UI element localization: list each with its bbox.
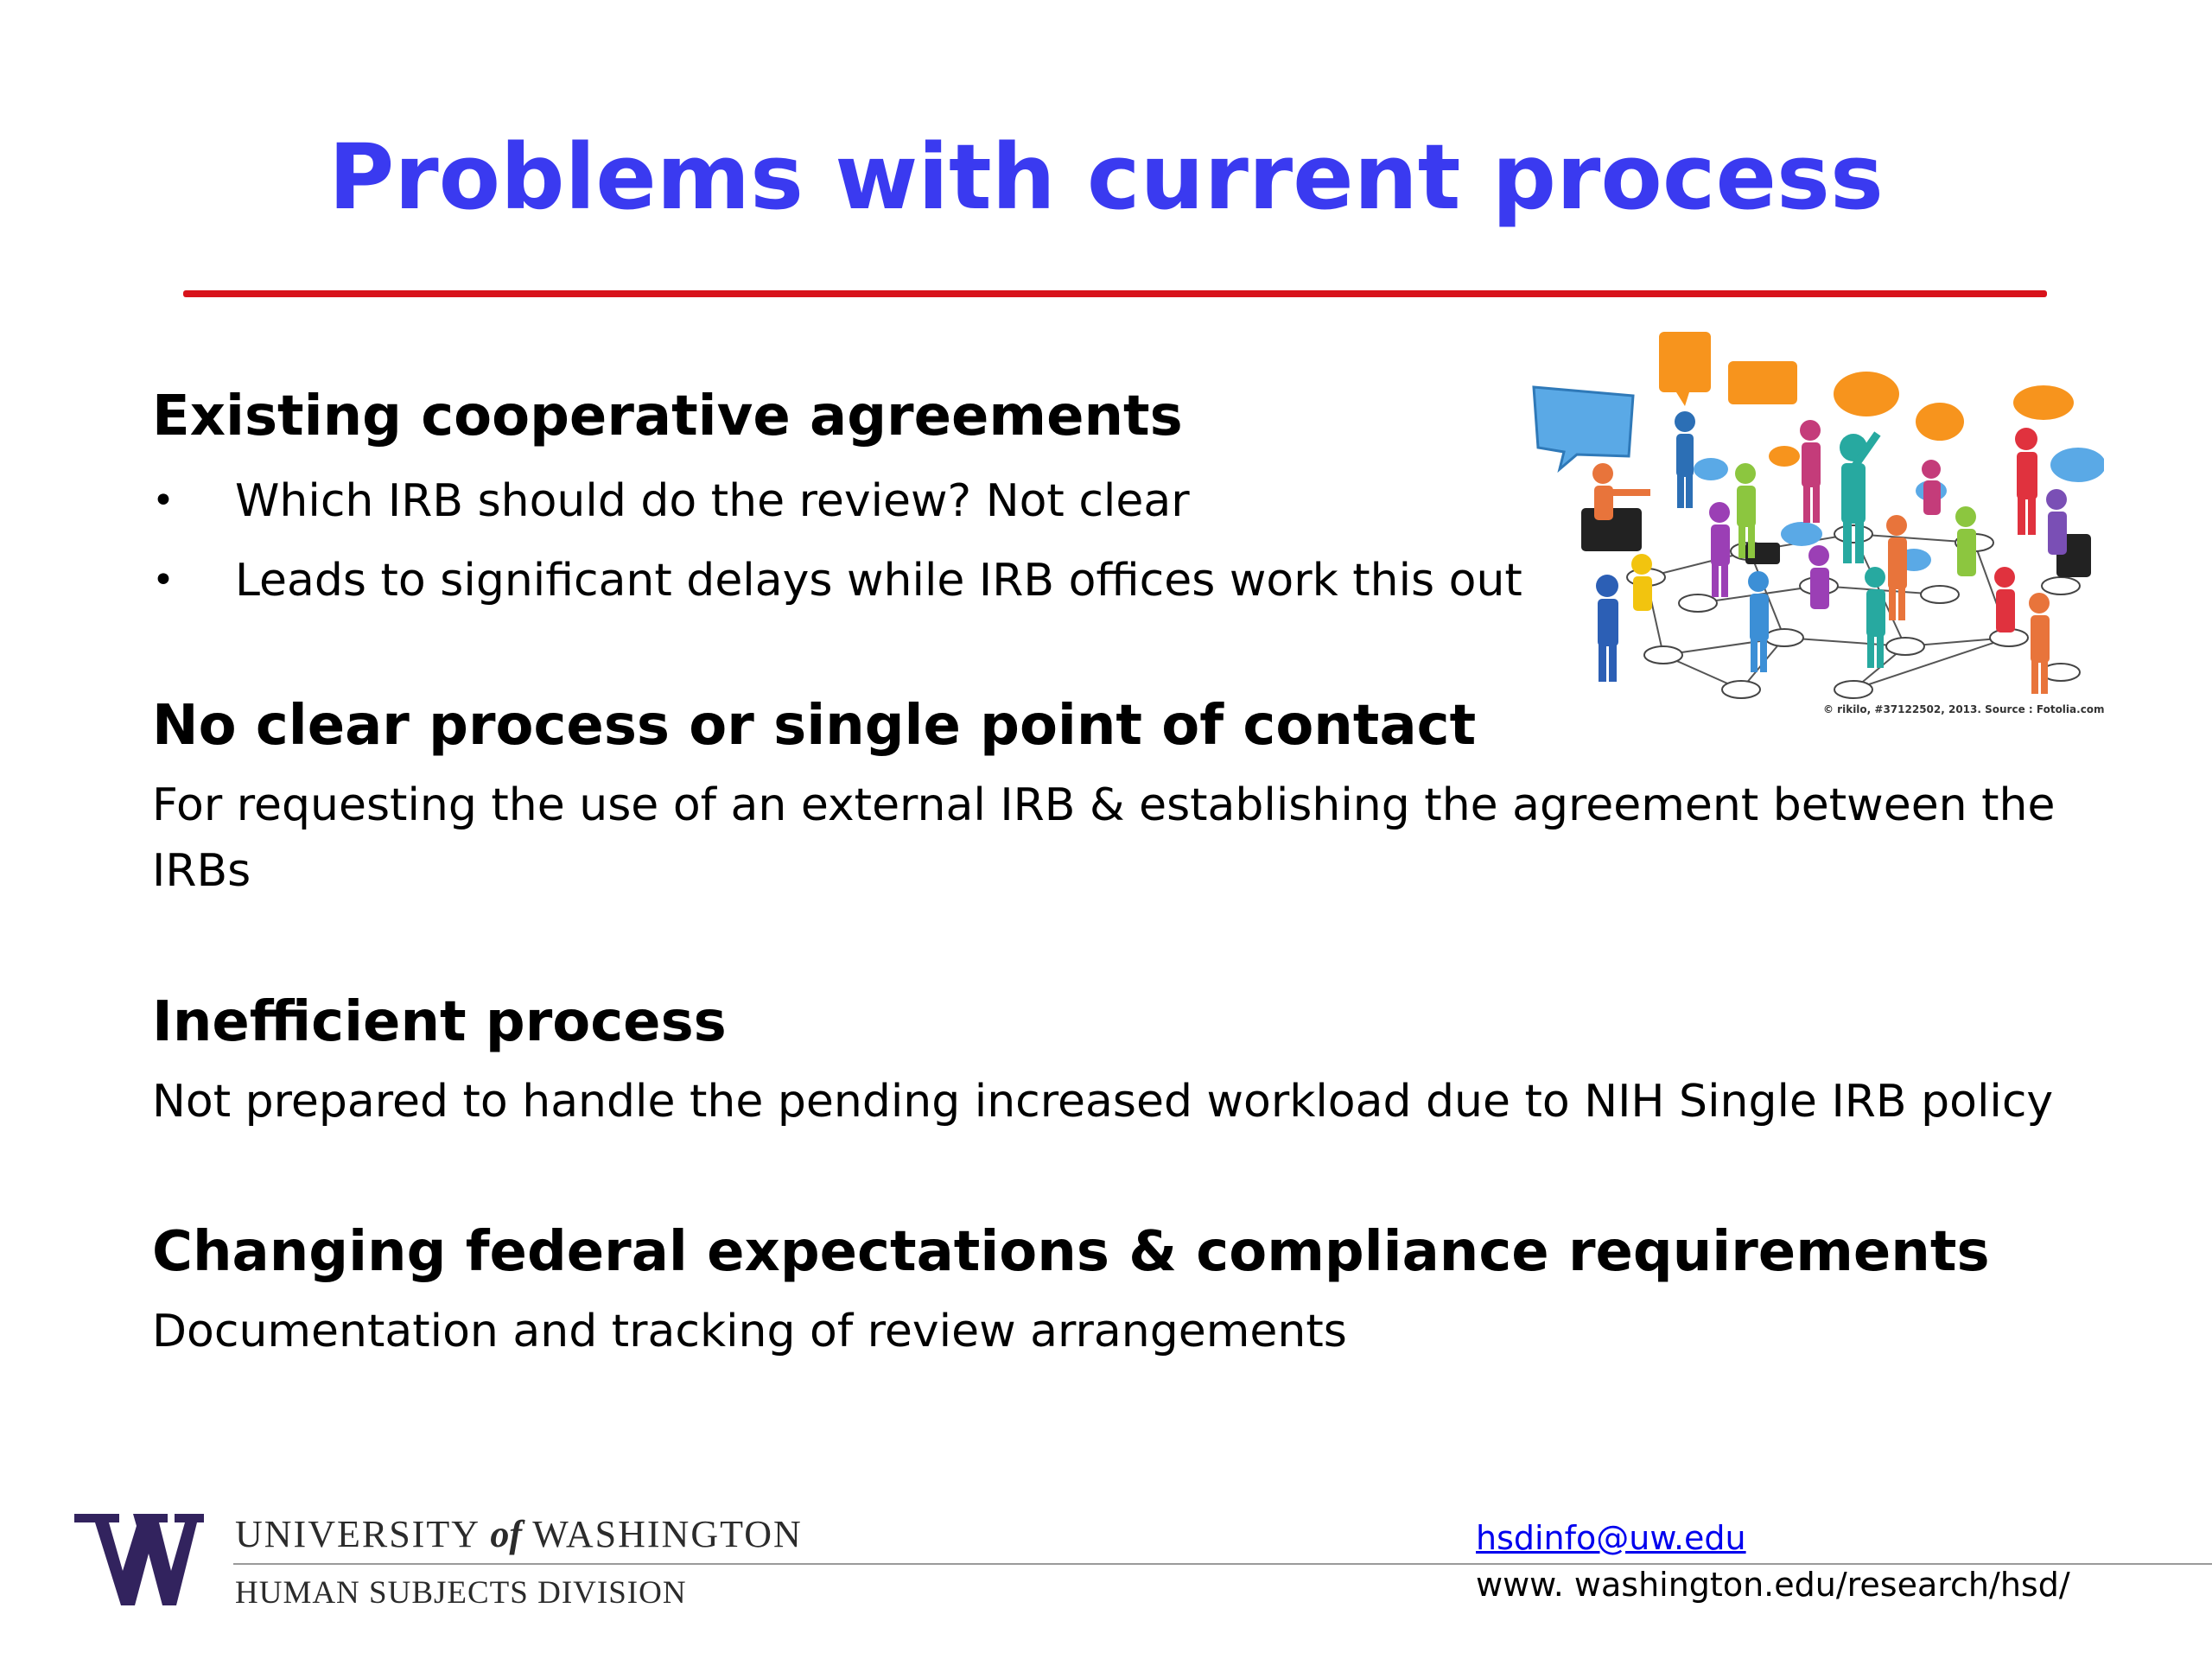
section-body: Not prepared to handle the pending increased workload due to NIH Single IRB policy [152, 1076, 2054, 1128]
uw-w-logo [74, 1514, 204, 1605]
contact-email-link[interactable]: hsdinfo@uw.edu [1476, 1519, 1746, 1557]
section-inefficient-process [152, 986, 2062, 1135]
bullet-icon: • [152, 479, 175, 523]
slide-title: Problems with current process [328, 124, 1884, 230]
social-network-people-icon [1525, 327, 2104, 724]
section-heading: Changing federal expectations & compliance requirements [152, 1220, 1990, 1284]
footer-divider [233, 1563, 2212, 1565]
section-heading: Inefficient process [152, 990, 727, 1054]
contact-url: www. washington.edu/research/hsd/ [1476, 1566, 2070, 1604]
university-name-pre: UNIVERSITY [235, 1513, 480, 1555]
section-body: Documentation and tracking of review arrangements [152, 1306, 1347, 1357]
section-heading: Existing cooperative agreements [152, 385, 1183, 448]
section-body: For requesting the use of an external IRB & establishing the agreement between the IRBs [152, 779, 2056, 897]
bullet-text: Which IRB should do the review? Not clear [235, 475, 1190, 527]
division-name: HUMAN SUBJECTS DIVISION [235, 1575, 687, 1611]
bullet-text: Leads to significant delays while IRB offices work this out [235, 555, 1522, 607]
university-name-of: of [490, 1513, 523, 1555]
title-divider [183, 290, 2047, 297]
university-name-post: WASHINGTON [532, 1513, 803, 1555]
section-heading: No clear process or single point of contact [152, 694, 1477, 758]
photo-credit: © rikilo, #37122502, 2013. Source : Fotolia.com [1823, 703, 2105, 715]
bullet-icon: • [152, 558, 175, 602]
section-federal-expectations [152, 1216, 2062, 1364]
university-name [235, 1512, 803, 1556]
